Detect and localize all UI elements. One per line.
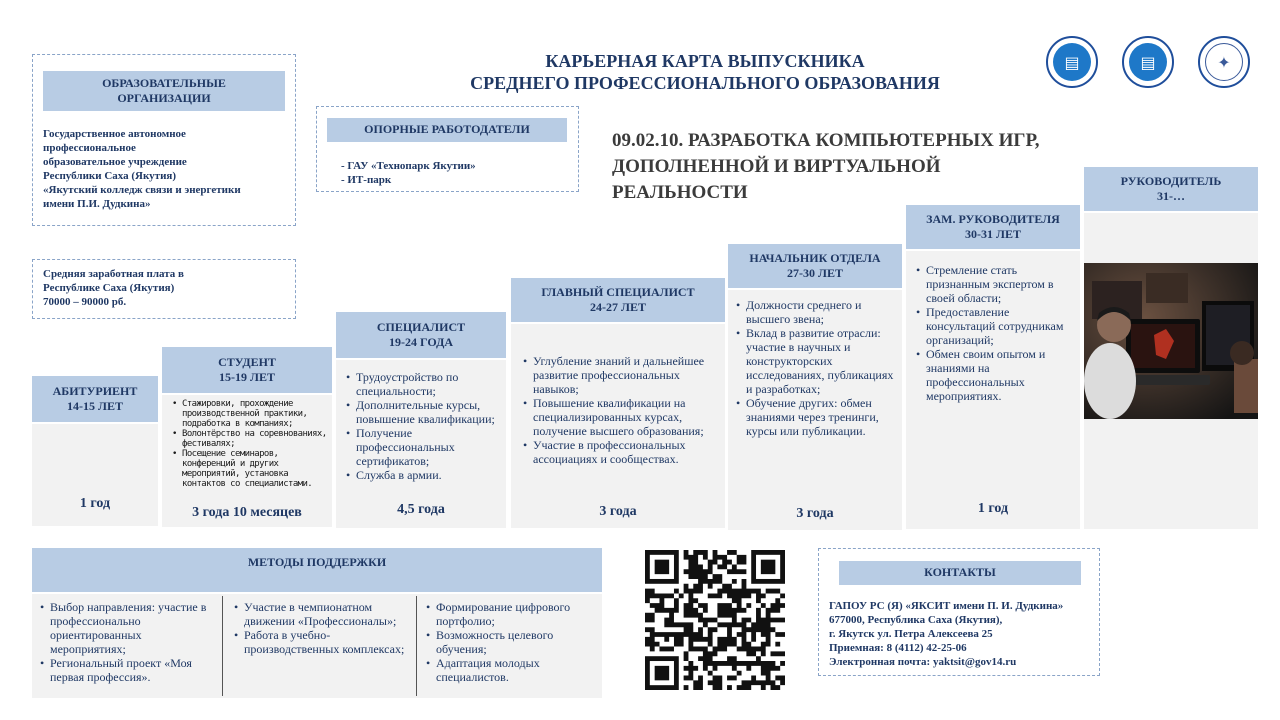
org-line: имени П.И. Дудкина» (43, 198, 151, 210)
salary-line: Средняя заработная плата в (43, 268, 184, 280)
step-specialist (336, 312, 506, 528)
step-title: СПЕЦИАЛИСТ (376, 320, 466, 334)
specialty-title (612, 128, 1092, 206)
support-item: • Формирование цифрового портфолио; (424, 600, 598, 628)
step-item: • Повышение квалификации на специализированных курсах, получение высшего образования; (521, 396, 717, 438)
step-title: СТУДЕНТ (218, 355, 276, 369)
contacts-panel (818, 548, 1100, 676)
step-items (734, 298, 898, 438)
step-body (906, 251, 1080, 529)
employer-item: - ИТ-парк (341, 174, 392, 186)
step-items (914, 263, 1076, 403)
org-line: Государственное автономное (43, 128, 186, 140)
support-col2 (232, 600, 410, 656)
employer-item: - ГАУ «Технопарк Якутии» (341, 160, 476, 172)
step-body (32, 424, 158, 526)
step-items (521, 354, 717, 466)
step-age: 31-… (1157, 189, 1185, 203)
step-item: • Предоставление консультаций сотрудникам организаций; (914, 305, 1076, 347)
step-item: • Дополнительные курсы, повышение квалификации; (344, 398, 502, 426)
employers-header: ОПОРНЫЕ РАБОТОДАТЕЛИ (327, 118, 567, 142)
step-title: РУКОВОДИТЕЛЬ (1120, 174, 1222, 188)
step-age: 14-15 ЛЕТ (67, 399, 123, 413)
logo-emblem-3 (1198, 36, 1250, 88)
contacts-header: КОНТАКТЫ (839, 561, 1081, 585)
step-item: • Вклад в развитие отрасли: участие в научных и конструкторских исследованиях, публикациях и разработках; (734, 326, 898, 396)
org-line: образовательное учреждение (43, 156, 187, 168)
support-body (32, 594, 602, 698)
step-duration: 3 года (599, 504, 637, 519)
contact-line: ГАПОУ РС (Я) «ЯКСИТ имени П. И. Дудкина» (829, 600, 1064, 612)
step-item: • Посещение семинаров, конференций и других мероприятий, установка контактов со специалистами. (170, 449, 330, 489)
employers-list (341, 159, 571, 187)
step-body (1084, 213, 1258, 529)
step-head-of-department (728, 244, 902, 530)
org-line: Республики Саха (Якутия) (43, 170, 177, 182)
step-title: ГЛАВНЫЙ СПЕЦИАЛИСТ (541, 285, 695, 299)
step-age: 30-31 ЛЕТ (965, 227, 1021, 241)
step-age: 24-27 ЛЕТ (590, 300, 646, 314)
specialty-line3: РЕАЛЬНОСТИ (612, 182, 748, 203)
specialty-line2: ДОПОЛНЕННОЙ И ВИРТУАЛЬНОЙ (612, 156, 941, 177)
support-col3 (424, 600, 598, 684)
qr-code[interactable] (645, 550, 785, 690)
step-body (336, 360, 506, 528)
support-item: • Адаптация молодых специалистов. (424, 656, 598, 684)
step-items (170, 399, 330, 489)
contact-line: 677000, Республика Саха (Якутия), (829, 614, 1003, 626)
contact-line: г. Якутск ул. Петра Алексеева 25 (829, 628, 993, 640)
salary-line: Республике Саха (Якутия) (43, 282, 175, 294)
step-header (32, 376, 158, 422)
step-title: НАЧАЛЬНИК ОТДЕЛА (749, 251, 881, 265)
logo-emblem-2 (1122, 36, 1174, 88)
page-title-line1: КАРЬЕРНАЯ КАРТА ВЫПУСКНИКА (545, 51, 865, 71)
step-age: 19-24 ГОДА (389, 335, 453, 349)
step-duration: 1 год (79, 496, 111, 511)
support-item: • Возможность целевого обучения; (424, 628, 598, 656)
step-title: АБИТУРИЕНТ (52, 384, 138, 398)
step-item: • Трудоустройство по специальности; (344, 370, 502, 398)
step-items (344, 370, 502, 482)
support-item: • Участие в чемпионатном движении «Профессионалы»; (232, 600, 410, 628)
book-icon: ▤ (1129, 43, 1167, 81)
step-item: • Должности среднего и высшего звена; (734, 298, 898, 326)
step-item: • Служба в армии. (344, 468, 502, 482)
step-item: • Получение профессиональных сертификатов; (344, 426, 502, 468)
support-item: • Региональный проект «Моя первая профессия». (38, 656, 220, 684)
step-item: • Волонтёрство на соревнованиях, фестивалях; (170, 429, 330, 449)
salary-text (43, 267, 293, 309)
step-header (162, 347, 332, 393)
column-divider (222, 596, 223, 696)
org-text (43, 127, 293, 211)
step-duration: 3 года 10 месяцев (192, 505, 302, 520)
org-header-line1: ОБРАЗОВАТЕЛЬНЫЕ (102, 76, 226, 90)
org-line: профессиональное (43, 142, 136, 154)
step-student (162, 347, 332, 527)
step-item: • Обмен своим опытом и знаниями на профессиональных мероприятиях. (914, 347, 1076, 403)
support-header: МЕТОДЫ ПОДДЕРЖКИ (32, 548, 602, 592)
step-item: • Стажировки, прохождение производственной практики, подработка в компаниях; (170, 399, 330, 429)
contacts-text (829, 599, 1099, 669)
step-applicant (32, 376, 158, 526)
contact-email[interactable]: Электронная почта: yaktsit@gov14.ru (829, 656, 1017, 668)
step-header (728, 244, 902, 288)
step-header (906, 205, 1080, 249)
column-divider (416, 596, 417, 696)
logo-emblem-1 (1046, 36, 1098, 88)
book-icon: ▤ (1053, 43, 1091, 81)
employers-panel (316, 106, 579, 192)
step-body (728, 290, 902, 530)
step-title: ЗАМ. РУКОВОДИТЕЛЯ (926, 212, 1060, 226)
step-body (162, 395, 332, 527)
step-duration: 4,5 года (397, 502, 445, 517)
specialty-line1: 09.02.10. РАЗРАБОТКА КОМПЬЮТЕРНЫХ ИГР, (612, 130, 1040, 151)
support-item: • Работа в учебно-производственных комплексах; (232, 628, 410, 656)
step-chief-specialist (511, 278, 725, 528)
contact-line: Приемная: 8 (4112) 42-25-06 (829, 642, 967, 654)
developer-photo (1084, 263, 1258, 419)
step-age: 15-19 ЛЕТ (219, 370, 275, 384)
step-item: • Обучение других: обмен знаниями через тренинги, курсы или публикации. (734, 396, 898, 438)
step-header (1084, 167, 1258, 211)
org-header (43, 71, 285, 111)
step-head (1084, 167, 1258, 529)
step-item: • Стремление стать признанным экспертом в своей области; (914, 263, 1076, 305)
step-body (511, 324, 725, 528)
step-item: • Участие в профессиональных ассоциациях и сообществах. (521, 438, 717, 466)
step-item: • Углубление знаний и дальнейшее развитие профессиональных навыков; (521, 354, 717, 396)
support-col1 (38, 600, 220, 684)
step-header (511, 278, 725, 322)
support-item: • Выбор направления: участие в профессионально ориентированных мероприятиях; (38, 600, 220, 656)
org-panel (32, 54, 296, 226)
step-deputy-head (906, 205, 1080, 529)
crest-icon: ✦ (1205, 43, 1243, 81)
step-duration: 1 год (977, 501, 1009, 516)
org-line: «Якутский колледж связи и энергетики (43, 184, 241, 196)
org-header-line2: ОРГАНИЗАЦИИ (117, 91, 211, 105)
page-title (380, 50, 1030, 94)
step-duration: 3 года (796, 506, 834, 521)
salary-panel (32, 259, 296, 319)
salary-line: 70000 – 90000 рб. (43, 296, 127, 308)
step-header (336, 312, 506, 358)
page-title-line2: СРЕДНЕГО ПРОФЕССИОНАЛЬНОГО ОБРАЗОВАНИЯ (470, 73, 940, 93)
support-panel (32, 548, 602, 698)
step-age: 27-30 ЛЕТ (787, 266, 843, 280)
